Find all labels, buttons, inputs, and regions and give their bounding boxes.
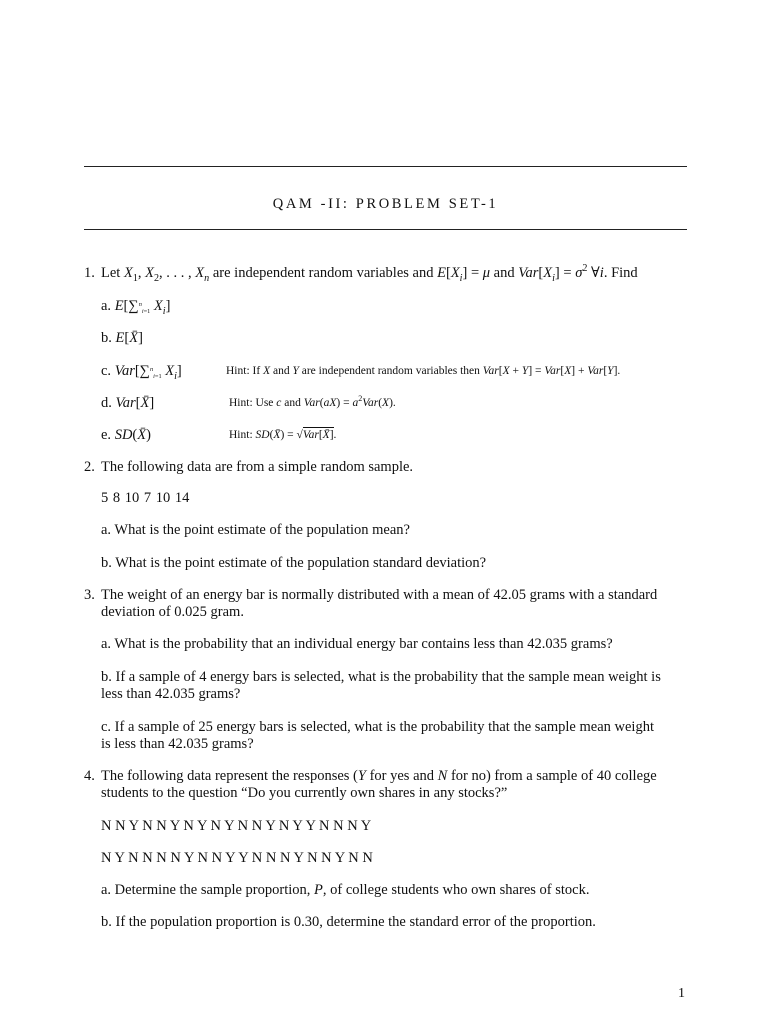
problem-3-part-b-cont: less than 42.035 grams? bbox=[101, 686, 241, 702]
problem-number: 4. bbox=[84, 768, 95, 784]
problem-2-part-a: a. What is the point estimate of the population mean? bbox=[101, 522, 410, 538]
no-symbol: N bbox=[437, 768, 448, 784]
problem-3-line: deviation of 0.025 gram. bbox=[101, 604, 244, 620]
problem-4-part-a bbox=[101, 881, 589, 899]
problem-1-part-e: e. SD(X̄) bbox=[101, 427, 151, 443]
problem-3-part-c: c. If a sample of 25 energy bars is selected, what is the probability that the sample mean weight bbox=[101, 719, 654, 735]
part-label: d. bbox=[101, 395, 112, 411]
problem-1-find: Find bbox=[611, 265, 638, 281]
problem-1-part-d: d. Var[X̄] bbox=[101, 395, 155, 411]
page-number: 1 bbox=[678, 986, 685, 1001]
problem-1-part-d-hint: Hint: Use c and $Var(aX) = a^2Var(X)$. bbox=[229, 394, 396, 409]
problem-3-part-a: a. What is the probability that an individual energy bar contains less than 42.035 grams? bbox=[101, 636, 613, 652]
text-segment: for no) from a sample of 40 college bbox=[447, 768, 657, 784]
hint-and: and bbox=[272, 365, 290, 377]
problem-1-part-e-hint: Hint: SD(X̄) = √Var[X̄]. bbox=[229, 429, 337, 441]
hint-text: are independent random variables then bbox=[301, 365, 480, 377]
problem-4-line-1 bbox=[101, 767, 657, 785]
problem-4-part-b: b. If the population proportion is 0.30, determine the standard error of the proportion. bbox=[101, 914, 596, 930]
hint-prefix: Hint: Use bbox=[229, 397, 274, 409]
problem-4-line-2: students to the question “Do you currently own shares in any stocks?” bbox=[101, 785, 508, 801]
hint-prefix: Hint: If bbox=[226, 365, 261, 377]
part-label: c. bbox=[101, 363, 112, 379]
text-segment: for yes and bbox=[365, 768, 438, 784]
sample-data: 5 8 10 7 10 14 bbox=[101, 490, 190, 506]
part-label: a. bbox=[101, 298, 112, 314]
problem-number: 2. bbox=[84, 459, 95, 475]
problem-1-part-a: a. E[∑$^n_{i=1}$ $X_i$] bbox=[101, 298, 171, 317]
response-data-row: N Y N N N N Y N N Y Y N N N Y N N Y N N bbox=[101, 850, 373, 866]
hint-and: and bbox=[284, 397, 301, 409]
problem-1-and: and bbox=[493, 265, 515, 281]
problem-1-statement: Let $X_1$, $X_2$, . . . , $X_n$ are independent random variables and $E[X_i] = \mu$ and $Var[X_i] = \sigma^2$ ∀i. Find bbox=[101, 263, 638, 284]
top-rule bbox=[84, 166, 687, 167]
problem-number: 1. bbox=[84, 265, 95, 281]
yes-symbol: Y bbox=[357, 768, 366, 784]
page-title: QAM -II: PROBLEM SET-1 bbox=[272, 196, 499, 212]
part-label: b. bbox=[101, 330, 112, 346]
problem-1-part-c-hint: Hint: If X and Y are independent random variables then Var[X + Y] = Var[X] + Var[Y]. bbox=[226, 365, 621, 377]
problem-3-line: The weight of an energy bar is normally distributed with a mean of 42.05 grams with a standard bbox=[101, 587, 658, 603]
problem-1-part-b: b. E[X̄] bbox=[101, 330, 143, 346]
text-segment: a. Determine the sample proportion, bbox=[101, 882, 315, 898]
text-segment: , of college students who own shares of stock. bbox=[322, 882, 590, 898]
problem-2-part-b: b. What is the point estimate of the population standard deviation? bbox=[101, 555, 487, 571]
problem-number: 3. bbox=[84, 587, 95, 603]
part-label: e. bbox=[101, 427, 112, 443]
text-segment: The following data represent the responses ( bbox=[101, 768, 358, 784]
hint-prefix: Hint: bbox=[229, 429, 253, 441]
proportion-symbol: P bbox=[314, 882, 323, 898]
response-data-row: N N Y N N Y N Y N Y N N Y N Y Y N N N Y bbox=[101, 818, 372, 834]
problem-2-text: The following data are from a simple random sample. bbox=[101, 459, 414, 475]
title-bottom-rule bbox=[84, 229, 687, 230]
problem-1-text: are independent random variables and bbox=[212, 265, 434, 281]
problem-3-part-b: b. If a sample of 4 energy bars is selected, what is the probability that the sample mean weight is bbox=[101, 669, 661, 685]
problem-1-part-c: c. Var[∑$^n_{i=1}$ $X_i$] bbox=[101, 363, 182, 382]
problem-3-part-c-cont: is less than 42.035 grams? bbox=[101, 736, 254, 752]
